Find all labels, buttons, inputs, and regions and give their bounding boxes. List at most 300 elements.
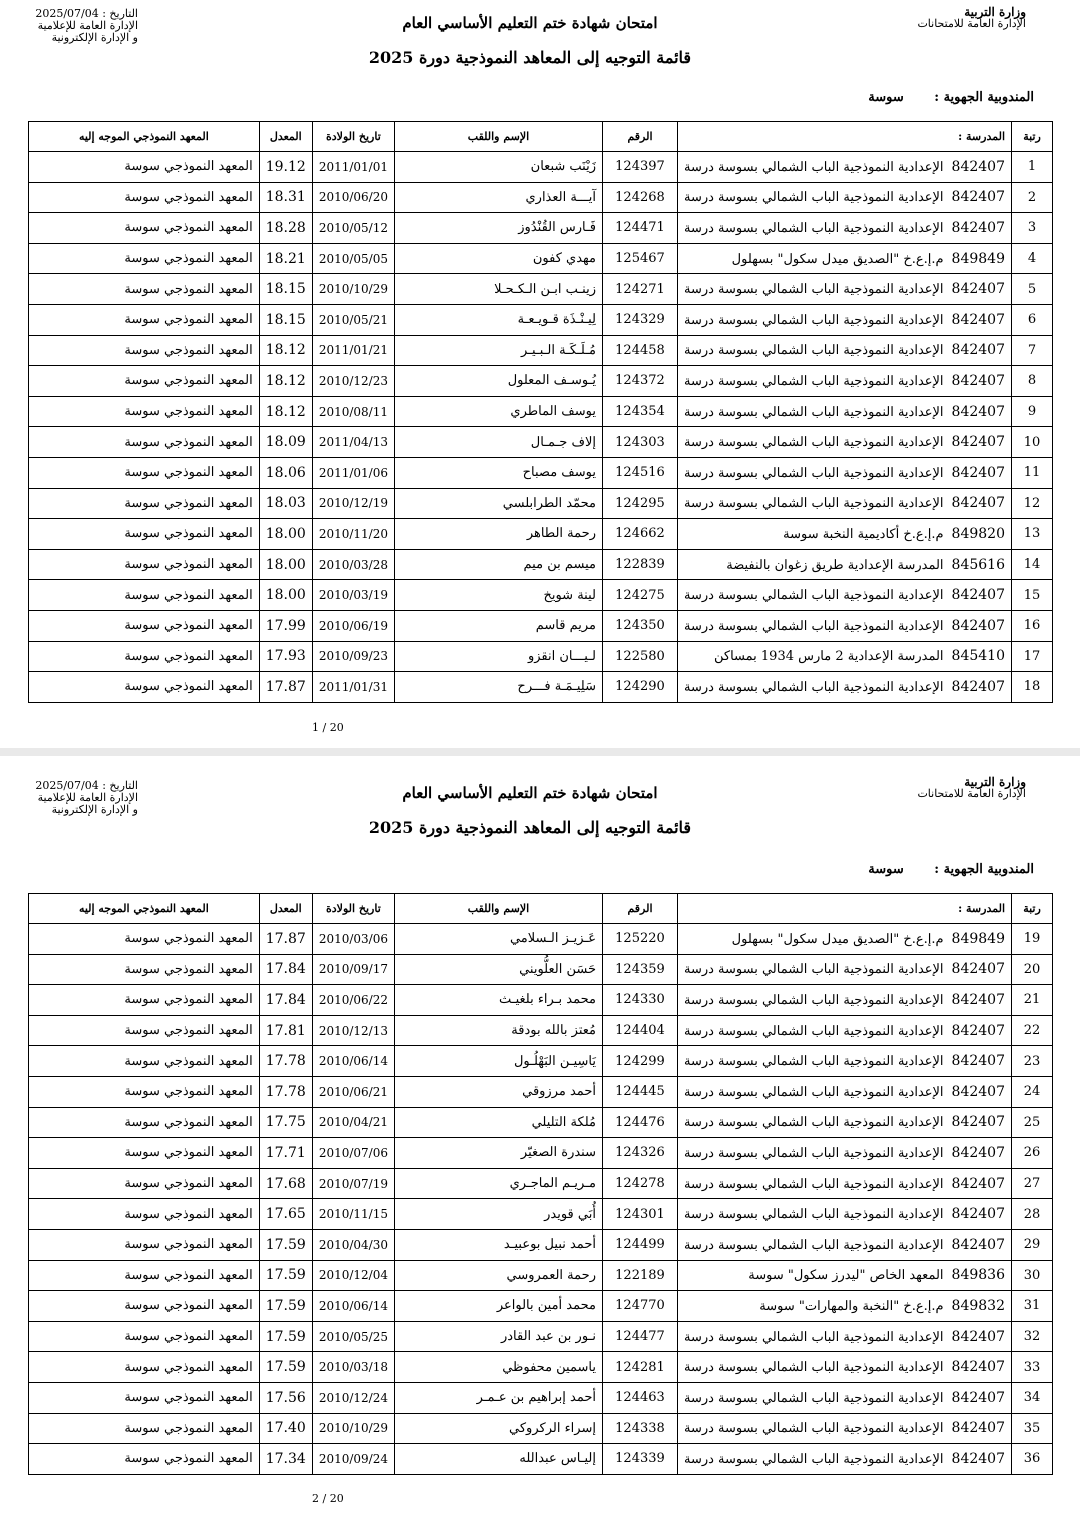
- school-code: 842407: [951, 678, 1005, 695]
- page-sheet-1: [0, 0, 1080, 748]
- institute-cell: المعهد النموذجي سوسة: [29, 1046, 260, 1077]
- student-number-cell: 124499: [602, 1229, 677, 1260]
- institute-cell: المعهد النموذجي سوسة: [29, 954, 260, 985]
- student-number-cell: 124275: [602, 580, 677, 611]
- institute-cell: المعهد النموذجي سوسة: [29, 641, 260, 672]
- school-name: الإعدادية النموذجية الباب الشمالي بسوسة درسة: [683, 618, 944, 634]
- student-number-cell: 124471: [602, 213, 677, 244]
- student-name-cell: لِيـنْـذَة قـويـعـة: [394, 304, 602, 335]
- ministry-block: [917, 776, 1026, 800]
- school-code: 849849: [951, 930, 1005, 947]
- student-number-cell: 124770: [602, 1291, 677, 1322]
- school-name: الإعدادية النموذجية الباب الشمالي بسوسة درسة: [683, 962, 944, 978]
- student-name-cell: مهدي كفون: [394, 243, 602, 274]
- directorate-name: الإدارة العامة للامتحانات: [917, 787, 1026, 800]
- table-body-page-1: [29, 152, 1053, 703]
- table-row: [29, 1076, 1053, 1107]
- school-cell: [677, 1199, 1011, 1230]
- birth-date-cell: 2010/11/20: [312, 519, 394, 550]
- table-row: [29, 549, 1053, 580]
- rank-cell: 21: [1012, 985, 1053, 1016]
- average-cell: 18.31: [259, 182, 312, 213]
- school-name: الإعدادية النموذجية الباب الشمالي بسوسة درسة: [683, 373, 944, 389]
- table-row: [29, 182, 1053, 213]
- rank-cell: 10: [1012, 427, 1053, 458]
- student-name-cell: لينة شويخ: [394, 580, 602, 611]
- table-header-row: [29, 894, 1053, 924]
- table-row: [29, 304, 1053, 335]
- student-name-cell: أحمد نبيل بوعبيـد: [394, 1229, 602, 1260]
- rank-cell: 23: [1012, 1046, 1053, 1077]
- birth-date-cell: 2010/09/24: [312, 1444, 394, 1475]
- school-cell: [677, 1015, 1011, 1046]
- institute-cell: المعهد النموذجي سوسة: [29, 152, 260, 183]
- rank-cell: 15: [1012, 580, 1053, 611]
- table-row: [29, 488, 1053, 519]
- student-number-cell: 124338: [602, 1413, 677, 1444]
- table-row: [29, 672, 1053, 703]
- school-name: الإعدادية النموذجية الباب الشمالي بسوسة درسة: [683, 1451, 944, 1467]
- school-name: الإعدادية النموذجية الباب الشمالي بسوسة درسة: [683, 1176, 944, 1192]
- birth-date-cell: 2010/05/05: [312, 243, 394, 274]
- average-cell: 17.59: [259, 1352, 312, 1383]
- table-body-page-2: [29, 924, 1053, 1475]
- rank-cell: 14: [1012, 549, 1053, 580]
- average-cell: 18.15: [259, 274, 312, 305]
- school-cell: [677, 1168, 1011, 1199]
- rank-cell: 33: [1012, 1352, 1053, 1383]
- school-cell: [677, 1076, 1011, 1107]
- birth-date-cell: 2010/10/29: [312, 1413, 394, 1444]
- student-number-cell: 124372: [602, 366, 677, 397]
- school-code: 842407: [951, 1053, 1005, 1070]
- school-code: 842407: [951, 1114, 1005, 1131]
- student-name-cell: مُـلَـكَـة الـبـيـر: [394, 335, 602, 366]
- birth-date-cell: 2010/03/06: [312, 924, 394, 955]
- student-number-cell: 124516: [602, 457, 677, 488]
- birth-date-cell: 2010/09/23: [312, 641, 394, 672]
- average-cell: 18.12: [259, 396, 312, 427]
- birth-date-cell: 2010/06/14: [312, 1046, 394, 1077]
- table-row: [29, 1382, 1053, 1413]
- school-name: الإعدادية النموذجية الباب الشمالي بسوسة درسة: [683, 343, 944, 359]
- rank-cell: 34: [1012, 1382, 1053, 1413]
- table-row: [29, 152, 1053, 183]
- rank-cell: 3: [1012, 213, 1053, 244]
- student-name-cell: سندرة الصغيّر: [394, 1138, 602, 1169]
- rank-cell: 29: [1012, 1229, 1053, 1260]
- school-code: 842407: [951, 189, 1005, 206]
- institute-cell: المعهد النموذجي سوسة: [29, 1107, 260, 1138]
- table-row: [29, 1291, 1053, 1322]
- school-code: 842407: [951, 961, 1005, 978]
- institute-cell: المعهد النموذجي سوسة: [29, 924, 260, 955]
- table-row: [29, 243, 1053, 274]
- birth-date-cell: 2011/01/31: [312, 672, 394, 703]
- school-name: الإعدادية النموذجية الباب الشمالي بسوسة درسة: [683, 404, 944, 420]
- birth-date-cell: 2010/06/22: [312, 985, 394, 1016]
- school-cell: [677, 924, 1011, 955]
- school-name: الإعدادية النموذجية الباب الشمالي بسوسة درسة: [683, 1054, 944, 1070]
- student-name-cell: إلاف جـمـال: [394, 427, 602, 458]
- institute-cell: المعهد النموذجي سوسة: [29, 213, 260, 244]
- date-value: 2025/07/04: [35, 7, 99, 20]
- school-name: الإعدادية النموذجية الباب الشمالي بسوسة درسة: [683, 1360, 944, 1376]
- rank-cell: 32: [1012, 1321, 1053, 1352]
- school-cell: [677, 1352, 1011, 1383]
- col-institute: المعهد النموذجي الموجه إليه: [29, 122, 260, 152]
- birth-date-cell: 2010/06/20: [312, 182, 394, 213]
- average-cell: 17.75: [259, 1107, 312, 1138]
- school-cell: [677, 366, 1011, 397]
- rank-cell: 2: [1012, 182, 1053, 213]
- institute-cell: المعهد النموذجي سوسة: [29, 1138, 260, 1169]
- date-label: التاريخ :: [102, 7, 138, 20]
- col-number: الرقم: [602, 894, 677, 924]
- school-cell: [677, 1229, 1011, 1260]
- school-name: الإعدادية النموذجية الباب الشمالي بسوسة درسة: [683, 312, 944, 328]
- school-cell: [677, 610, 1011, 641]
- rank-cell: 22: [1012, 1015, 1053, 1046]
- rank-cell: 18: [1012, 672, 1053, 703]
- birth-date-cell: 2010/08/11: [312, 396, 394, 427]
- student-number-cell: 124463: [602, 1382, 677, 1413]
- student-name-cell: مـريـم الماجـري: [394, 1168, 602, 1199]
- institute-cell: المعهد النموذجي سوسة: [29, 457, 260, 488]
- institute-cell: المعهد النموذجي سوسة: [29, 427, 260, 458]
- institute-cell: المعهد النموذجي سوسة: [29, 1199, 260, 1230]
- student-name-cell: محمد بـراء بلغيـث: [394, 985, 602, 1016]
- student-number-cell: 124295: [602, 488, 677, 519]
- col-rank: رتبة: [1012, 894, 1053, 924]
- school-name: الإعدادية النموذجية الباب الشمالي بسوسة درسة: [683, 1023, 944, 1039]
- school-code: 842407: [951, 1420, 1005, 1437]
- student-name-cell: إسراء الركروكي: [394, 1413, 602, 1444]
- student-name-cell: رحمة العمروسي: [394, 1260, 602, 1291]
- school-code: 842407: [951, 434, 1005, 451]
- student-name-cell: زَيْنَب شبعان: [394, 152, 602, 183]
- rank-cell: 8: [1012, 366, 1053, 397]
- table-row: [29, 580, 1053, 611]
- ministry-name: وزارة التربية: [964, 775, 1026, 789]
- student-number-cell: 124303: [602, 427, 677, 458]
- title-block: [240, 14, 820, 67]
- average-cell: 17.59: [259, 1291, 312, 1322]
- student-name-cell: ياسمين محفوظي: [394, 1352, 602, 1383]
- birth-date-cell: 2010/06/14: [312, 1291, 394, 1322]
- institute-cell: المعهد النموذجي سوسة: [29, 1413, 260, 1444]
- ministry-block: [917, 6, 1026, 30]
- rank-cell: 25: [1012, 1107, 1053, 1138]
- student-number-cell: 124397: [602, 152, 677, 183]
- school-name: م.إ.ع.خ "النخبة والمهارات" سوسة: [759, 1298, 944, 1314]
- school-name: الإعدادية النموذجية الباب الشمالي بسوسة درسة: [683, 465, 944, 481]
- institute-cell: المعهد النموذجي سوسة: [29, 274, 260, 305]
- school-name: الإعدادية النموذجية الباب الشمالي بسوسة درسة: [683, 1084, 944, 1100]
- table-row: [29, 1138, 1053, 1169]
- student-number-cell: 124404: [602, 1015, 677, 1046]
- birth-date-cell: 2011/01/01: [312, 152, 394, 183]
- student-number-cell: 122189: [602, 1260, 677, 1291]
- school-cell: [677, 427, 1011, 458]
- school-name: الإعدادية النموذجية الباب الشمالي بسوسة درسة: [683, 282, 944, 298]
- birth-date-cell: 2010/05/21: [312, 304, 394, 335]
- student-name-cell: يُـوسـف المعلول: [394, 366, 602, 397]
- birth-date-cell: 2010/03/18: [312, 1352, 394, 1383]
- student-number-cell: 124301: [602, 1199, 677, 1230]
- institute-cell: المعهد النموذجي سوسة: [29, 243, 260, 274]
- school-code: 842407: [951, 403, 1005, 420]
- school-cell: [677, 954, 1011, 985]
- school-name: الإعدادية النموذجية الباب الشمالي بسوسة درسة: [683, 220, 944, 236]
- average-cell: 17.34: [259, 1444, 312, 1475]
- average-cell: 18.21: [259, 243, 312, 274]
- table-row: [29, 1321, 1053, 1352]
- student-number-cell: 124350: [602, 610, 677, 641]
- student-name-cell: مريم قاسم: [394, 610, 602, 641]
- table-row: [29, 954, 1053, 985]
- rank-cell: 9: [1012, 396, 1053, 427]
- region-line: [868, 90, 1034, 105]
- title-block: [240, 784, 820, 837]
- rank-cell: 19: [1012, 924, 1053, 955]
- col-average: المعدل: [259, 122, 312, 152]
- birth-date-cell: 2011/01/21: [312, 335, 394, 366]
- student-name-cell: أُبَي قويدر: [394, 1199, 602, 1230]
- school-code: 842407: [951, 1328, 1005, 1345]
- rank-cell: 13: [1012, 519, 1053, 550]
- average-cell: 18.06: [259, 457, 312, 488]
- school-cell: [677, 335, 1011, 366]
- table-row: [29, 1199, 1053, 1230]
- average-cell: 17.93: [259, 641, 312, 672]
- rank-cell: 24: [1012, 1076, 1053, 1107]
- student-name-cell: سَلِيـمَـة فـــرح: [394, 672, 602, 703]
- student-name-cell: محمّد الطرابلسي: [394, 488, 602, 519]
- student-number-cell: 124359: [602, 954, 677, 985]
- page-counter: 2 / 20: [312, 1492, 344, 1505]
- school-cell: [677, 672, 1011, 703]
- school-code: 842407: [951, 1022, 1005, 1039]
- average-cell: 17.71: [259, 1138, 312, 1169]
- table-row: [29, 396, 1053, 427]
- student-number-cell: 124477: [602, 1321, 677, 1352]
- school-name: الإعدادية النموذجية الباب الشمالي بسوسة درسة: [683, 588, 944, 604]
- exam-title: امتحان شهادة ختم التعليم الأساسي العام: [402, 14, 658, 32]
- birth-date-cell: 2011/04/13: [312, 427, 394, 458]
- school-code: 849820: [951, 525, 1005, 542]
- school-code: 842407: [951, 1450, 1005, 1467]
- student-name-cell: زينـب ابـن الـكـحـلا: [394, 274, 602, 305]
- student-name-cell: لـيـــان انقزو: [394, 641, 602, 672]
- school-name: الإعدادية النموذجية الباب الشمالي بسوسة درسة: [683, 159, 944, 175]
- student-name-cell: آيـــة العذاري: [394, 182, 602, 213]
- institute-cell: المعهد النموذجي سوسة: [29, 610, 260, 641]
- region-line: [868, 862, 1034, 877]
- rank-cell: 35: [1012, 1413, 1053, 1444]
- birth-date-cell: 2010/05/12: [312, 213, 394, 244]
- institute-cell: المعهد النموذجي سوسة: [29, 1352, 260, 1383]
- student-name-cell: رحمة الطاهر: [394, 519, 602, 550]
- school-code: 842407: [951, 1175, 1005, 1192]
- table-row: [29, 1352, 1053, 1383]
- directorate-name: الإدارة العامة للامتحانات: [917, 17, 1026, 30]
- average-cell: 17.81: [259, 1015, 312, 1046]
- student-number-cell: 124476: [602, 1107, 677, 1138]
- table-row: [29, 1107, 1053, 1138]
- school-name: م.إ.ع.خ "الصديق ميدل سكول" بسهلول: [731, 931, 944, 947]
- col-rank: رتبة: [1012, 122, 1053, 152]
- student-name-cell: نـور بن عبد القادر: [394, 1321, 602, 1352]
- table-row: [29, 1229, 1053, 1260]
- school-code: 845616: [951, 556, 1005, 573]
- birth-date-cell: 2010/12/04: [312, 1260, 394, 1291]
- col-name: الإسم واللقب: [394, 122, 602, 152]
- table-row: [29, 1444, 1053, 1475]
- school-name: الإعدادية النموذجية الباب الشمالي بسوسة درسة: [683, 435, 944, 451]
- school-code: 842407: [951, 587, 1005, 604]
- ministry-name: وزارة التربية: [964, 5, 1026, 19]
- student-name-cell: مُلكة التليلي: [394, 1107, 602, 1138]
- school-code: 842407: [951, 158, 1005, 175]
- school-name: الإعدادية النموذجية الباب الشمالي بسوسة درسة: [683, 1115, 944, 1131]
- date-block: [26, 8, 138, 44]
- institute-cell: المعهد النموذجي سوسة: [29, 580, 260, 611]
- school-cell: [677, 1138, 1011, 1169]
- average-cell: 17.84: [259, 954, 312, 985]
- student-name-cell: حَسَن العلُّويني: [394, 954, 602, 985]
- student-number-cell: 124281: [602, 1352, 677, 1383]
- col-dob: تاريخ الولادة: [312, 122, 394, 152]
- col-name: الإسم واللقب: [394, 894, 602, 924]
- rank-cell: 6: [1012, 304, 1053, 335]
- school-name: المدرسة الإعدادية 2 مارس 1934 بمساكن: [713, 649, 944, 665]
- birth-date-cell: 2010/06/19: [312, 610, 394, 641]
- student-name-cell: يَاسِيـن البَهْلُـول: [394, 1046, 602, 1077]
- institute-cell: المعهد النموذجي سوسة: [29, 519, 260, 550]
- birth-date-cell: 2010/07/19: [312, 1168, 394, 1199]
- student-number-cell: 124278: [602, 1168, 677, 1199]
- school-cell: [677, 1260, 1011, 1291]
- rank-cell: 11: [1012, 457, 1053, 488]
- school-name: الإعدادية النموذجية الباب الشمالي بسوسة درسة: [683, 1237, 944, 1253]
- rank-cell: 26: [1012, 1138, 1053, 1169]
- birth-date-cell: 2010/12/19: [312, 488, 394, 519]
- student-name-cell: ميسم بن ميم: [394, 549, 602, 580]
- average-cell: 18.12: [259, 366, 312, 397]
- student-number-cell: 124329: [602, 304, 677, 335]
- school-cell: [677, 641, 1011, 672]
- institute-cell: المعهد النموذجي سوسة: [29, 488, 260, 519]
- school-code: 842407: [951, 311, 1005, 328]
- average-cell: 17.59: [259, 1229, 312, 1260]
- average-cell: 19.12: [259, 152, 312, 183]
- student-name-cell: محمد أمين بالواعر: [394, 1291, 602, 1322]
- school-name: الإعدادية النموذجية الباب الشمالي بسوسة درسة: [683, 1207, 944, 1223]
- school-cell: [677, 1444, 1011, 1475]
- birth-date-cell: 2010/12/23: [312, 366, 394, 397]
- birth-date-cell: 2010/11/15: [312, 1199, 394, 1230]
- table-row: [29, 1015, 1053, 1046]
- school-code: 842407: [951, 1206, 1005, 1223]
- institute-cell: المعهد النموذجي سوسة: [29, 304, 260, 335]
- institute-cell: المعهد النموذجي سوسة: [29, 1168, 260, 1199]
- student-name-cell: فَـارس القُنْدُوز: [394, 213, 602, 244]
- table-row: [29, 1260, 1053, 1291]
- table-row: [29, 610, 1053, 641]
- results-table-page-1: [28, 121, 1053, 703]
- rank-cell: 5: [1012, 274, 1053, 305]
- birth-date-cell: 2010/04/30: [312, 1229, 394, 1260]
- rank-cell: 16: [1012, 610, 1053, 641]
- school-cell: [677, 213, 1011, 244]
- region-value: سوسة: [868, 90, 904, 105]
- institute-cell: المعهد النموذجي سوسة: [29, 1444, 260, 1475]
- school-code: 842407: [951, 991, 1005, 1008]
- average-cell: 17.87: [259, 672, 312, 703]
- student-number-cell: 125220: [602, 924, 677, 955]
- school-name: المدرسة الإعدادية طريق زغوان بالنفيضة: [726, 557, 944, 573]
- school-code: 842407: [951, 219, 1005, 236]
- school-name: الإعدادية النموذجية الباب الشمالي بسوسة درسة: [683, 679, 944, 695]
- table-row: [29, 1168, 1053, 1199]
- student-name-cell: أحمد مرزوقي: [394, 1076, 602, 1107]
- list-title: قائمة التوجيه إلى المعاهد النموذجية دورة 2025: [368, 48, 692, 67]
- average-cell: 17.59: [259, 1260, 312, 1291]
- average-cell: 17.68: [259, 1168, 312, 1199]
- student-number-cell: 124268: [602, 182, 677, 213]
- institute-cell: المعهد النموذجي سوسة: [29, 985, 260, 1016]
- school-cell: [677, 396, 1011, 427]
- date-label: التاريخ :: [102, 779, 138, 792]
- school-cell: [677, 985, 1011, 1016]
- student-number-cell: 122839: [602, 549, 677, 580]
- student-number-cell: 124326: [602, 1138, 677, 1169]
- birth-date-cell: 2010/06/21: [312, 1076, 394, 1107]
- school-name: الإعدادية النموذجية الباب الشمالي بسوسة درسة: [683, 1421, 944, 1437]
- table-row: [29, 366, 1053, 397]
- school-cell: [677, 519, 1011, 550]
- school-cell: [677, 1107, 1011, 1138]
- institute-cell: المعهد النموذجي سوسة: [29, 335, 260, 366]
- results-table-page-2: [28, 893, 1053, 1475]
- rank-cell: 31: [1012, 1291, 1053, 1322]
- average-cell: 17.84: [259, 985, 312, 1016]
- col-institute: المعهد النموذجي الموجه إليه: [29, 894, 260, 924]
- student-number-cell: 124662: [602, 519, 677, 550]
- birth-date-cell: 2011/01/06: [312, 457, 394, 488]
- list-title: قائمة التوجيه إلى المعاهد النموذجية دورة 2025: [368, 818, 692, 837]
- student-number-cell: 124339: [602, 1444, 677, 1475]
- dept-line-1: الإدارة العامة للإعلامية: [37, 19, 138, 32]
- school-code: 842407: [951, 281, 1005, 298]
- birth-date-cell: 2010/03/28: [312, 549, 394, 580]
- institute-cell: المعهد النموذجي سوسة: [29, 1321, 260, 1352]
- student-number-cell: 125467: [602, 243, 677, 274]
- average-cell: 18.00: [259, 519, 312, 550]
- institute-cell: المعهد النموذجي سوسة: [29, 1382, 260, 1413]
- birth-date-cell: 2010/10/29: [312, 274, 394, 305]
- school-code: 842407: [951, 1083, 1005, 1100]
- student-number-cell: 124458: [602, 335, 677, 366]
- rank-cell: 28: [1012, 1199, 1053, 1230]
- school-cell: [677, 243, 1011, 274]
- institute-cell: المعهد النموذجي سوسة: [29, 549, 260, 580]
- school-code: 849849: [951, 250, 1005, 267]
- average-cell: 18.00: [259, 580, 312, 611]
- school-code: 849836: [951, 1267, 1005, 1284]
- school-cell: [677, 304, 1011, 335]
